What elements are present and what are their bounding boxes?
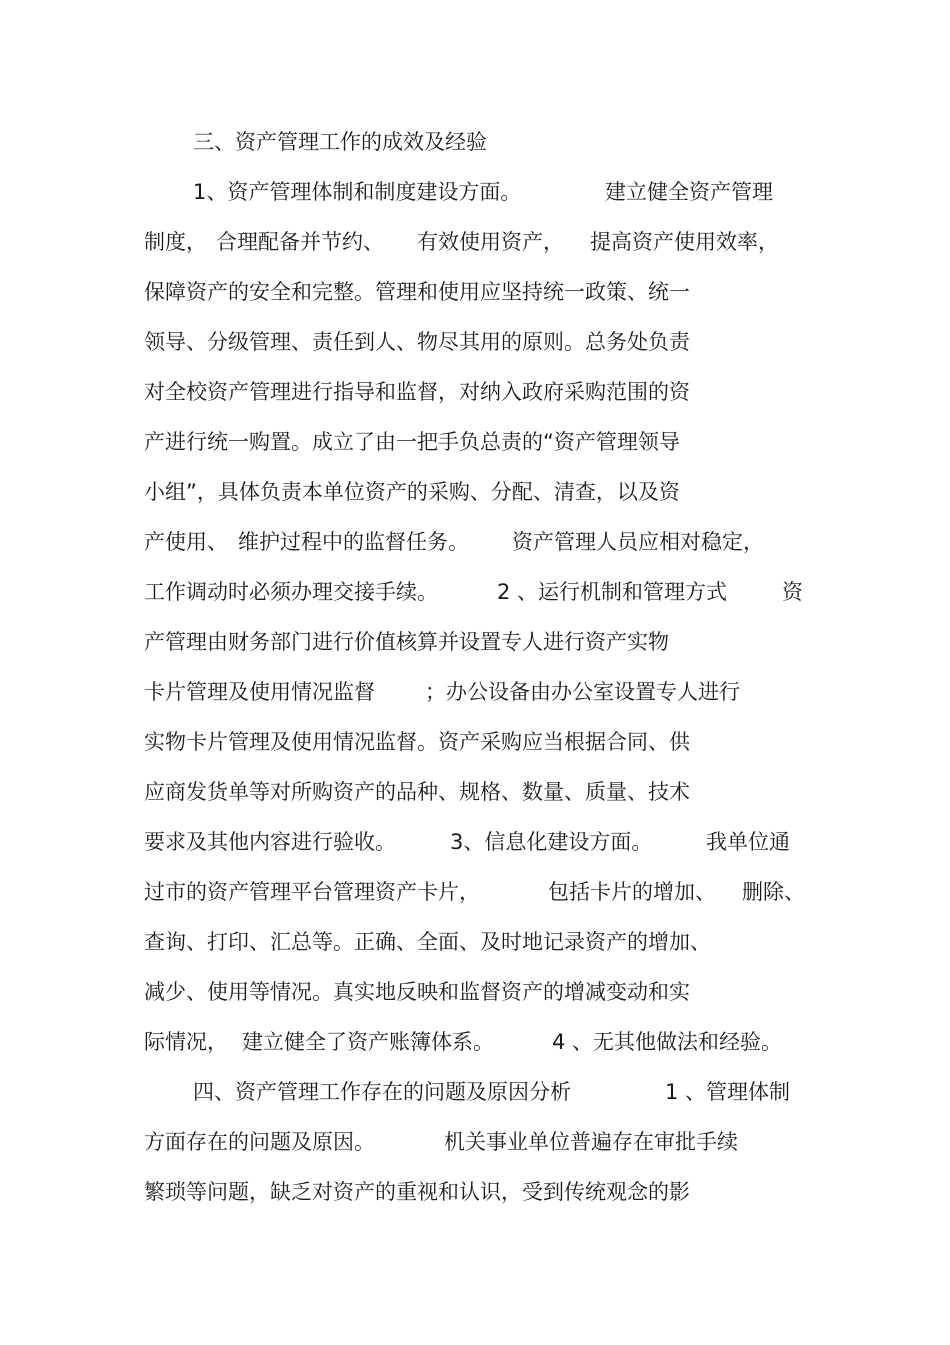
text-segment: 方面存在的问题及原因。 <box>144 1130 375 1154</box>
text-segment: 4 、无其他做法和经验。 <box>552 1030 783 1054</box>
text-segment: 工作调动时必须办理交接手续。 <box>144 580 438 604</box>
text-segment: 建立健全了资产账簿体系。 <box>242 1030 494 1054</box>
text-segment: 我单位通 <box>706 830 790 854</box>
text-line: 产进行统一购置。成立了由一把手负总责的“资产管理领导 <box>144 430 680 454</box>
text-line: 应商发货单等对所购资产的品种、规格、数量、质量、技术 <box>144 780 690 804</box>
section-heading-3: 三、资产管理工作的成效及经验 <box>193 130 487 154</box>
text-segment: 3、信息化建设方面。 <box>450 830 653 854</box>
text-segment: 合理配备并节约、 <box>216 230 384 254</box>
text-line: 查询、打印、汇总等。正确、全面、及时地记录资产的增加、 <box>144 930 711 954</box>
text-segment: 包括卡片的增加、 <box>548 880 716 904</box>
text-segment: 1 、管理体制 <box>665 1080 791 1104</box>
text-segment: 过市的资产管理平台管理资产卡片， <box>144 880 480 904</box>
text-line: 保障资产的安全和完整。管理和使用应坚持统一政策、统一 <box>144 280 690 304</box>
text-segment: 产使用、 <box>144 530 228 554</box>
text-segment: 制度， <box>144 230 207 254</box>
text-segment: 建立健全资产管理 <box>605 180 773 204</box>
text-segment: 卡片管理及使用情况监督 <box>144 680 375 704</box>
text-segment: 删除、 <box>742 880 805 904</box>
text-segment: 提高资产使用效率， <box>590 230 779 254</box>
text-segment: ；办公设备由办公室设置专人进行 <box>425 680 740 704</box>
text-segment: 1、资产管理体制和制度建设方面。 <box>193 180 522 204</box>
text-segment: 要求及其他内容进行验收。 <box>144 830 396 854</box>
text-line: 减少、使用等情况。真实地反映和监督资产的增减变动和实 <box>144 980 690 1004</box>
text-line: 产管理由财务部门进行价值核算并设置专人进行资产实物 <box>144 630 669 654</box>
text-line: 实物卡片管理及使用情况监督。资产采购应当根据合同、供 <box>144 730 690 754</box>
text-segment: 资 <box>782 580 803 604</box>
text-line: 繁琐等问题，缺乏对资产的重视和认识，受到传统观念的影 <box>144 1180 690 1204</box>
section-heading-4: 四、资产管理工作存在的问题及原因分析 <box>193 1080 571 1104</box>
text-segment: 维护过程中的监督任务。 <box>238 530 469 554</box>
text-line: 小组”，具体负责本单位资产的采购、分配、清查，以及资 <box>144 480 680 504</box>
text-segment: 2 、运行机制和管理方式 <box>497 580 728 604</box>
text-segment: 有效使用资产， <box>417 230 564 254</box>
text-segment: 机关事业单位普遍存在审批手续 <box>444 1130 738 1154</box>
text-segment: 资产管理人员应相对稳定， <box>512 530 764 554</box>
text-line: 对全校资产管理进行指导和监督，对纳入政府采购范围的资 <box>144 380 690 404</box>
text-segment: 际情况， <box>144 1030 228 1054</box>
text-line: 领导、分级管理、责任到人、物尽其用的原则。总务处负责 <box>144 330 690 354</box>
